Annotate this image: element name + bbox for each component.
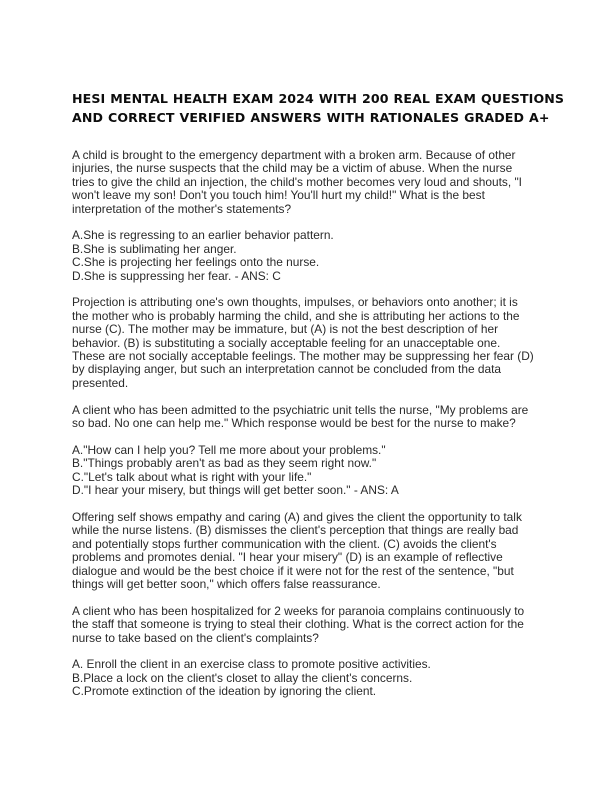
question-2-options [72, 444, 542, 498]
text-line: A child is brought to the emergency department with a broken arm. Because of other [72, 148, 516, 162]
question-2-stem [72, 404, 542, 431]
question-3-options [72, 658, 542, 698]
text-line: These are not socially acceptable feelings. The mother may be suppressing her fear (D) [72, 349, 534, 364]
question-1-options [72, 229, 542, 283]
document-title [72, 89, 565, 127]
text-line: dialogue and would be the best choice if it were not for the rest of the sentence, "but [72, 563, 514, 578]
text-line: nurse (C). The mother may be immature, but (A) is not the best description of her [72, 322, 499, 337]
answer-option: B.She is sublimating her anger. [72, 241, 237, 256]
answer-option: C.She is projecting her feelings onto the nurse. [72, 255, 320, 270]
text-line: behavior. (B) is substituting a socially acceptable feeling for an unacceptable one. [72, 335, 501, 350]
document-body [72, 149, 542, 712]
text-line: Projection is attributing one's own thoughts, impulses, or behaviors onto another; it is [72, 295, 518, 310]
text-line: nurse to take based on the client's complaints? [72, 630, 319, 645]
text-line: things will get better soon," which offers false reassurance. [72, 576, 381, 591]
text-line: won't leave my son! Don't you touch him! You'll hurt my child!" What is the best [72, 188, 485, 203]
text-line: problems and promotes denial. "I hear your misery" (D) is an example of reflective [72, 550, 503, 565]
text-line: while the nurse listens. (B) dismisses the client's perception that things are really bad [72, 523, 519, 538]
answer-option: A.She is regressing to an earlier behavior pattern. [72, 228, 334, 243]
answer-option: D.She is suppressing her fear. - ANS: C [72, 268, 281, 283]
answer-option: C."Let's talk about what is right with your life." [72, 469, 312, 484]
title-line: AND CORRECT VERIFIED ANSWERS WITH RATIONALES GRADED A+ [72, 110, 550, 125]
text-line: interpretation of the mother's statements? [72, 201, 292, 216]
question-1-rationale [72, 296, 542, 390]
answer-option: A."How can I help you? Tell me more about your problems." [72, 442, 386, 457]
answer-option: B."Things probably aren't as bad as they seem right now." [72, 456, 377, 471]
question-3-stem [72, 605, 542, 645]
text-line: tries to give the child an injection, the child's mother becomes very loud and shouts, "I [72, 174, 522, 189]
answer-option: D."I hear your misery, but things will get better soon." - ANS: A [72, 483, 399, 498]
text-line: the staff that someone is trying to steal their clothing. What is the correct action for the [72, 617, 524, 632]
text-line: injuries, the nurse suspects that the child may be a victim of abuse. When the nurse [72, 161, 513, 176]
text-line: A client who has been admitted to the psychiatric unit tells the nurse, "My problems are [72, 402, 529, 417]
text-line: A client who has been hospitalized for 2 weeks for paranoia complains continuously to [72, 603, 525, 618]
answer-option: A. Enroll the client in an exercise class to promote positive activities. [72, 657, 431, 672]
question-2-rationale [72, 511, 542, 591]
answer-option: B.Place a lock on the client's closet to allay the client's concerns. [72, 670, 413, 685]
title-line: HESI MENTAL HEALTH EXAM 2024 WITH 200 REAL EXAM QUESTIONS [72, 91, 565, 106]
text-line: so bad. No one can help me." Which response would be best for the nurse to make? [72, 416, 516, 431]
text-line: by displaying anger, but such an interpretation cannot be concluded from the data [72, 362, 502, 377]
text-line: and potentially stops further communication with the client. (C) avoids the client's [72, 536, 497, 551]
answer-option: C.Promote extinction of the ideation by ignoring the client. [72, 684, 377, 699]
question-1-stem [72, 149, 542, 216]
text-line: the mother who is probably harming the child, and she is attributing her actions to the [72, 308, 520, 323]
text-line: presented. [72, 375, 129, 390]
text-line: Offering self shows empathy and caring (A) and gives the client the opportunity to talk [72, 509, 522, 524]
